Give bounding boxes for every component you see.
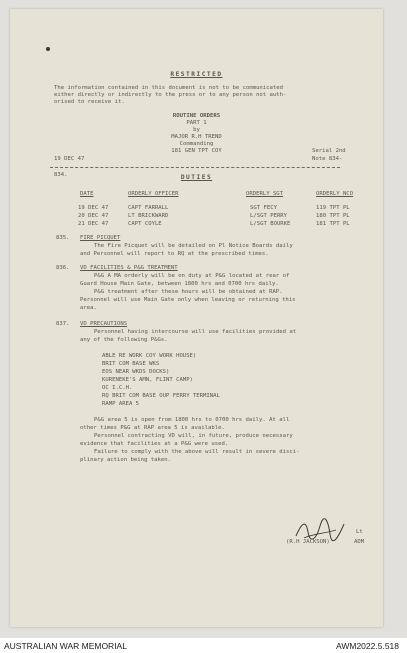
duty-date: 21 DEC 47 xyxy=(78,221,109,227)
closing-line-4: evidence that facilities at a P&G were used. xyxy=(80,441,229,447)
duties-col-officer: ORDERLY OFFICER xyxy=(128,191,179,197)
signature-role: ADM xyxy=(354,539,365,545)
location-item: BRIT COM BASE WKS xyxy=(102,361,160,367)
orders-commanding: Commanding xyxy=(179,141,214,147)
section-836-line-3: P&G treatment after these hours will be obtained at RAP. xyxy=(94,289,283,295)
duty-nco: 180 TPT PL xyxy=(316,213,350,219)
table-row xyxy=(10,221,383,229)
closing-line-1: P&G area 5 is open from 1800 hrs to 0700 hrs daily. At all xyxy=(94,417,290,423)
duty-sgt: L/SGT BOURKE xyxy=(250,221,291,227)
duties-col-nco: ORDERLY NCO xyxy=(316,191,354,197)
document-page xyxy=(10,9,383,627)
closing-line-6: plinary action being taken. xyxy=(80,457,171,463)
duties-heading: DUTIES xyxy=(180,174,213,181)
section-836-number: 836. xyxy=(56,265,70,271)
section-836-heading: VD FACILITIES & P&G TREATMENT xyxy=(80,265,178,271)
location-item: KURENEKE'S AMN, FLINT CAMP) xyxy=(102,377,193,383)
location-item: RQ BRIT COM BASE OUP FERRY TERMINAL xyxy=(102,393,220,399)
section-835-number: 835. xyxy=(56,235,70,241)
notice-line-1: The information contained in this document is not to be communicated xyxy=(54,85,284,91)
duty-sgt: SGT FECY xyxy=(250,205,277,211)
duty-officer: LT BRICKWARD xyxy=(128,213,169,219)
closing-line-2: other times P&G at RAP area 5 is available. xyxy=(80,425,225,431)
archive-footer xyxy=(0,638,407,653)
signature-rank: Lt xyxy=(356,529,363,535)
duty-sgt: L/SGT PERRY xyxy=(250,213,288,219)
orders-part: PART 1 xyxy=(186,120,207,126)
notice-line-2: either directly or indirectly to the press or to any person not auth- xyxy=(54,92,287,98)
closing-line-5: Failure to comply with the above will result in severe disci- xyxy=(94,449,300,455)
section-836-line-2: Guard House Main Gate, between 1800 hrs and 0700 hrs daily. xyxy=(80,281,279,287)
duties-col-sgt: ORDERLY SGT xyxy=(246,191,284,197)
signature-name: (R.H JACKSON) xyxy=(286,539,330,545)
punch-hole-mark xyxy=(46,47,50,51)
orders-by: by xyxy=(193,127,200,133)
duty-date: 19 DEC 47 xyxy=(78,205,109,211)
note-number: Note 834- xyxy=(312,156,343,162)
serial-number: Serial 2nd xyxy=(312,148,346,154)
section-837-line-2: any of the following P&Gs. xyxy=(80,337,168,343)
section-835-line-1: The Fire Picquet will be detailed on Pl Notice Boards daily xyxy=(94,243,293,249)
section-835-heading: FIRE PICQUET xyxy=(80,235,121,241)
classification-heading: RESTRICTED xyxy=(170,71,223,78)
closing-line-3: Personnel contracting VD will, in future, produce necessary xyxy=(94,433,293,439)
table-row xyxy=(10,213,383,221)
location-item: EOS NEAR WKDS DOCKS) xyxy=(102,369,170,375)
section-835-line-2: and Personnel will report to RQ at the prescribed times. xyxy=(80,251,269,257)
location-item: ABLE RE WORK COY WORK HOUSE) xyxy=(102,353,197,359)
duty-date: 20 DEC 47 xyxy=(78,213,109,219)
duty-officer: CAPT COYLE xyxy=(128,221,162,227)
location-item: RAMP AREA 5 xyxy=(102,401,140,407)
section-837-heading: VD PRECAUTIONS xyxy=(80,321,128,327)
footer-accession-number: AWM2022.5.518 xyxy=(336,641,399,651)
orders-date: 19 DEC 47 xyxy=(54,156,85,162)
section-837-line-1: Personnel having intercourse will use facilities provided at xyxy=(94,329,297,335)
orders-officer: MAJOR R.H TREND xyxy=(171,134,222,140)
section-837-number: 837. xyxy=(56,321,70,327)
duty-officer: CAPT FARRALL xyxy=(128,205,169,211)
footer-institution: AUSTRALIAN WAR MEMORIAL xyxy=(4,641,127,651)
divider-rule xyxy=(50,167,340,168)
notice-line-3: orised to receive it. xyxy=(54,99,125,105)
section-836-line-4: Personnel will use Main Gate only when leaving or returning this xyxy=(80,297,296,303)
duties-col-date: DATE xyxy=(80,191,94,197)
duty-nco: 119 TPT PL xyxy=(316,205,350,211)
section-836-line-1: P&G A MA orderly will be on duty at P&G located at rear of xyxy=(94,273,290,279)
duties-header-row xyxy=(10,191,383,199)
orders-unit: 181 GEN TPT COY xyxy=(171,148,222,154)
orders-title: ROUTINE ORDERS xyxy=(172,113,221,119)
table-row xyxy=(10,205,383,213)
section-836-line-5: area. xyxy=(80,305,97,311)
duty-nco: 181 TPT PL xyxy=(316,221,350,227)
location-item: OC I.C.H. xyxy=(102,385,133,391)
order-number: 834. xyxy=(54,172,68,178)
